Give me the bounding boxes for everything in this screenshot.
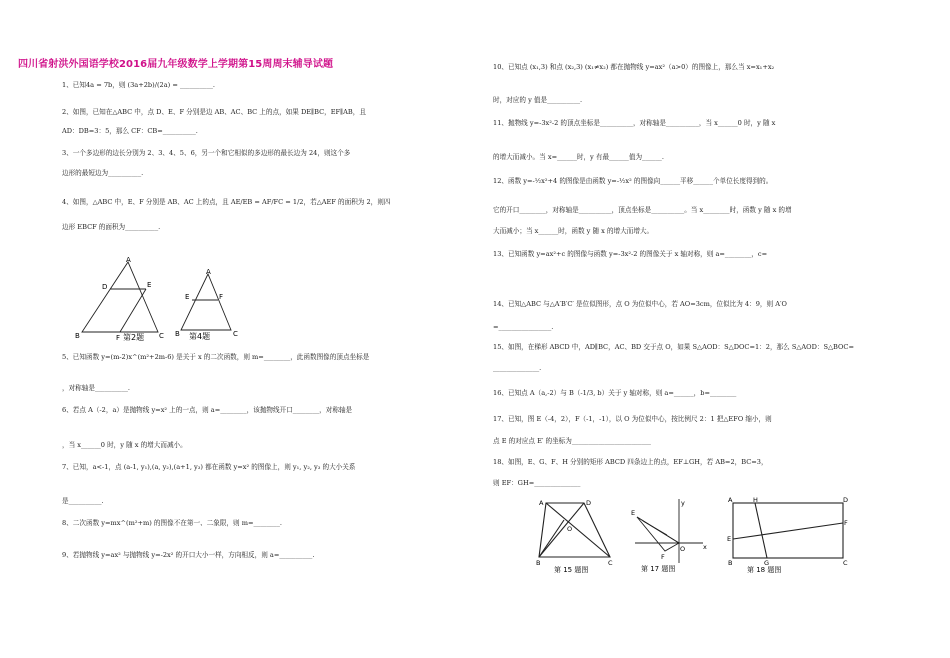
label-f-17: F xyxy=(661,553,665,561)
label-e: E xyxy=(147,281,152,289)
label-b-18: B xyxy=(728,559,733,567)
label-c-18: C xyxy=(843,559,848,567)
figure-15-caption: 第 15 题图 xyxy=(554,566,589,573)
label-f-4: F xyxy=(219,293,224,301)
question-10-line-2: 时，对应的 y 值是__________. xyxy=(493,96,583,104)
question-5-line-2: ，对称轴是__________. xyxy=(62,384,131,392)
label-e-4: E xyxy=(185,293,190,301)
question-5-line-1: 5、已知函数 y=(m-2)x^(m²+2m-6) 是关于 x 的二次函数，则 m=________，此函数图像的顶点坐标是 xyxy=(62,353,370,361)
question-8: 8、二次函数 y=mx^(m²+m) 的图像不在第一、二象限，则 m=________. xyxy=(62,519,282,527)
triangle-efo xyxy=(637,517,679,551)
label-h-18: H xyxy=(753,496,758,504)
segment-gh xyxy=(755,503,767,558)
question-1: 1、已知4a = 7b，则 (3a+2b)/(2a) = __________. xyxy=(62,81,216,89)
question-2-line-1: 2、如图，已知在△ABC 中，点 D、E、F 分别是边 AB、AC、BC 上的点，如果 DE∥BC，EF∥AB，且 xyxy=(62,108,366,116)
question-15-line-1: 15、如图，在梯形 ABCD 中，AD∥BC，AC、BD 交于点 O，如果 S△AOD：S△DOC=1：2，那么 S△AOD：S△BOC= xyxy=(493,343,854,351)
label-c-15: C xyxy=(608,559,613,567)
question-7-line-2: 是__________. xyxy=(62,497,104,505)
question-14-line-1: 14、已知△ABC 与△A′B′C′ 是位似图形，点 O 为位似中心，若 AO=3cm，位似比为 4：9，则 A′O xyxy=(493,300,787,308)
question-17-line-1: 17、已知，图 E（-4，2），F（-1，-1），以 O 为位似中心，按比例尺 2：1 把△EFO 缩小，则 xyxy=(493,415,772,423)
question-15-line-2: ______________. xyxy=(493,364,542,372)
figure-17-caption: 第 17 题图 xyxy=(641,565,676,573)
question-2-line-2: AD：DB=3：5，那么 CF：CB=__________. xyxy=(62,127,198,135)
label-a-4: A xyxy=(206,268,211,276)
page-title: 四川省射洪外国语学校2016届九年级数学上学期第15周周末辅导试题 xyxy=(18,59,334,70)
label-a-18: A xyxy=(728,496,733,504)
label-y-17: y xyxy=(681,499,685,507)
question-16: 16、已知点 A（a,-2）与 B（-1/3, b）关于 y 轴对称，则 a=______，b=________ xyxy=(493,389,737,397)
label-f-18: F xyxy=(844,519,848,527)
label-g-18: G xyxy=(764,559,770,567)
label-d-15: D xyxy=(586,499,592,507)
question-12-line-2: 它的开口________，对称轴是__________，顶点坐标是__________。当 x________时，函数 y 随 x 的增 xyxy=(493,206,792,214)
triangle-abc xyxy=(82,262,158,332)
question-14-line-2: =________________. xyxy=(493,323,554,331)
label-x-17: x xyxy=(703,543,707,551)
question-4-line-1: 4、如图，△ABC 中，E、F 分别是 AB、AC 上的点，且 AE/EB = AF/FC = 1/2，若△AEF 的面积为 2，则四 xyxy=(62,198,391,206)
question-11-line-2: 的增大而减小。当 x=______时，y 有最______值为______. xyxy=(493,153,664,161)
diagonal-ac xyxy=(546,503,610,557)
label-c: C xyxy=(159,332,164,340)
trapezoid-abcd xyxy=(539,503,610,557)
question-3-line-1: 3、一个多边形的边长分别为 2、3、4、5、6，另一个和它相似的多边形的最长边为 24，则这个多 xyxy=(62,149,351,157)
figure-18-caption: 第 18 题图 xyxy=(747,566,782,573)
label-d-18: D xyxy=(843,496,849,504)
question-12-line-3: 大而减小；当 x______时，函数 y 随 x 的增大而增大。 xyxy=(493,227,654,235)
figure-2-caption: 第2题 xyxy=(123,333,145,342)
question-6-line-2: ，当 x______0 时，y 随 x 的增大而减小。 xyxy=(62,441,187,449)
label-a: A xyxy=(126,256,131,264)
label-a-15: A xyxy=(539,499,544,507)
question-17-line-2: 点 E 的对应点 E′ 的坐标为________________________ xyxy=(493,437,651,445)
question-18-line-2: 则 EF：GH=______________ xyxy=(493,479,581,487)
label-d: D xyxy=(102,283,108,291)
label-o-15: O xyxy=(567,525,573,533)
question-18-line-1: 18、如图，E、G、F、H 分别的矩形 ABCD 四条边上的点，EF⊥GH，若 AB=2，BC=3， xyxy=(493,458,768,466)
question-3-line-2: 边形的最短边为__________. xyxy=(62,169,144,177)
figure-4-caption: 第4题 xyxy=(189,332,211,340)
question-11-line-1: 11、抛物线 y=-3x²-2 的顶点坐标是__________，对称轴是__________，当 x______0 时，y 随 x xyxy=(493,119,776,127)
question-7-line-1: 7、已知，a<-1，点 (a-1, y₁),(a, y₂),(a+1, y₃) 都在函数 y=x² 的图像上，则 y₁, y₂, y₃ 的大小关系 xyxy=(62,463,356,471)
segment-ef xyxy=(733,523,843,539)
label-c-4: C xyxy=(233,330,238,338)
label-b: B xyxy=(75,332,80,340)
figure-question-17 xyxy=(631,495,709,573)
question-12-line-1: 12、函数 y=-½x²+4 的图像是由函数 y=-½x² 的图像向______平移______个单位长度得到的。 xyxy=(493,177,773,185)
figure-question-2 xyxy=(72,256,167,342)
triangle-abc-4 xyxy=(181,274,231,330)
figure-question-18 xyxy=(727,495,849,573)
label-e-17: E xyxy=(631,509,636,517)
label-e-18: E xyxy=(727,535,732,543)
segment-ef xyxy=(120,289,146,332)
question-9: 9、若抛物线 y=ax² 与抛物线 y=-2x² 的开口大小一样，方向相反，则 a=__________. xyxy=(62,551,315,559)
figure-question-4 xyxy=(175,268,240,340)
label-o-17: O xyxy=(680,545,686,553)
question-6-line-1: 6、若点 A（-2，a）是抛物线 y=x² 上的一点，则 a=________，该抛物线开口________，对称轴是 xyxy=(62,406,353,414)
question-13: 13、已知函数 y=ax²+c 的图像与函数 y=-3x²-2 的图像关于 x 轴对称，则 a=________，c= xyxy=(493,250,768,258)
figure-question-15 xyxy=(536,495,621,573)
label-f: F xyxy=(116,334,121,342)
label-b-4: B xyxy=(175,330,180,338)
label-b-15: B xyxy=(536,559,541,567)
question-4-line-2: 边形 EBCF 的面积为__________. xyxy=(62,223,161,231)
question-10-line-1: 10、已知点 (x₁,3) 和点 (x₂,3) (x₁≠x₂) 都在抛物线 y=ax²（a>0）的图像上，那么当 x=x₁+x₂ xyxy=(493,63,775,71)
